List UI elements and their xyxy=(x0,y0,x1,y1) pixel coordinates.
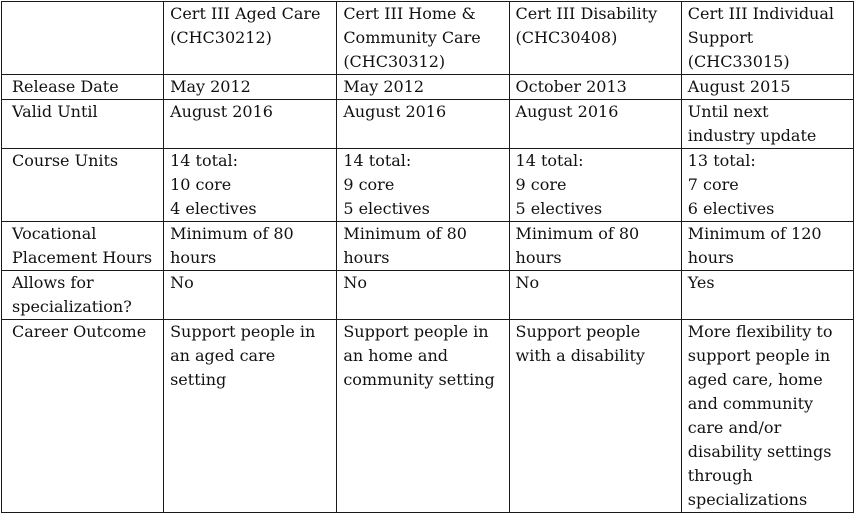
table-cell: 14 total: 9 core 5 electives xyxy=(337,149,509,222)
table-cell: No xyxy=(337,271,509,320)
table-row-placement-hours xyxy=(2,222,854,271)
table-cell: Support people with a disability xyxy=(509,320,681,513)
row-label: Career Outcome xyxy=(2,320,164,513)
table-cell: 13 total: 7 core 6 electives xyxy=(681,149,853,222)
table-cell: May 2012 xyxy=(337,75,509,100)
table-cell: October 2013 xyxy=(509,75,681,100)
header-aged-care: Cert III Aged Care (CHC30212) xyxy=(164,2,337,75)
table-cell: May 2012 xyxy=(164,75,337,100)
row-label: Allows for specialization? xyxy=(2,271,164,320)
row-label: Valid Until xyxy=(2,100,164,149)
table-cell: More flexibility to support people in aged care, home and community care and/or disability settings through specializations xyxy=(681,320,853,513)
table-cell: Minimum of 80 hours xyxy=(337,222,509,271)
row-label: Release Date xyxy=(2,75,164,100)
table-row-career-outcome xyxy=(2,320,854,513)
header-corner-cell xyxy=(2,2,164,75)
table-cell: 14 total: 10 core 4 electives xyxy=(164,149,337,222)
table-cell: Minimum of 120 hours xyxy=(681,222,853,271)
qualification-comparison-table xyxy=(1,1,854,513)
table-row-valid-until xyxy=(2,100,854,149)
table-cell: No xyxy=(509,271,681,320)
header-disability: Cert III Disability (CHC30408) xyxy=(509,2,681,75)
row-label: Course Units xyxy=(2,149,164,222)
header-individual-support: Cert III Individual Support (CHC33015) xyxy=(681,2,853,75)
table-cell: Minimum of 80 hours xyxy=(509,222,681,271)
header-row xyxy=(2,2,854,75)
table-cell: Yes xyxy=(681,271,853,320)
table-cell: August 2015 xyxy=(681,75,853,100)
table-cell: Support people in an home and community setting xyxy=(337,320,509,513)
table-cell: Support people in an aged care setting xyxy=(164,320,337,513)
table-row-course-units xyxy=(2,149,854,222)
table-cell: Until next industry update xyxy=(681,100,853,149)
header-home-community-care: Cert III Home & Community Care (CHC30312) xyxy=(337,2,509,75)
table-row-release-date xyxy=(2,75,854,100)
table-cell: August 2016 xyxy=(164,100,337,149)
table-cell: 14 total: 9 core 5 electives xyxy=(509,149,681,222)
table-cell: No xyxy=(164,271,337,320)
table-cell: Minimum of 80 hours xyxy=(164,222,337,271)
table-cell: August 2016 xyxy=(337,100,509,149)
row-label: Vocational Placement Hours xyxy=(2,222,164,271)
table-cell: August 2016 xyxy=(509,100,681,149)
table-row-specialization xyxy=(2,271,854,320)
